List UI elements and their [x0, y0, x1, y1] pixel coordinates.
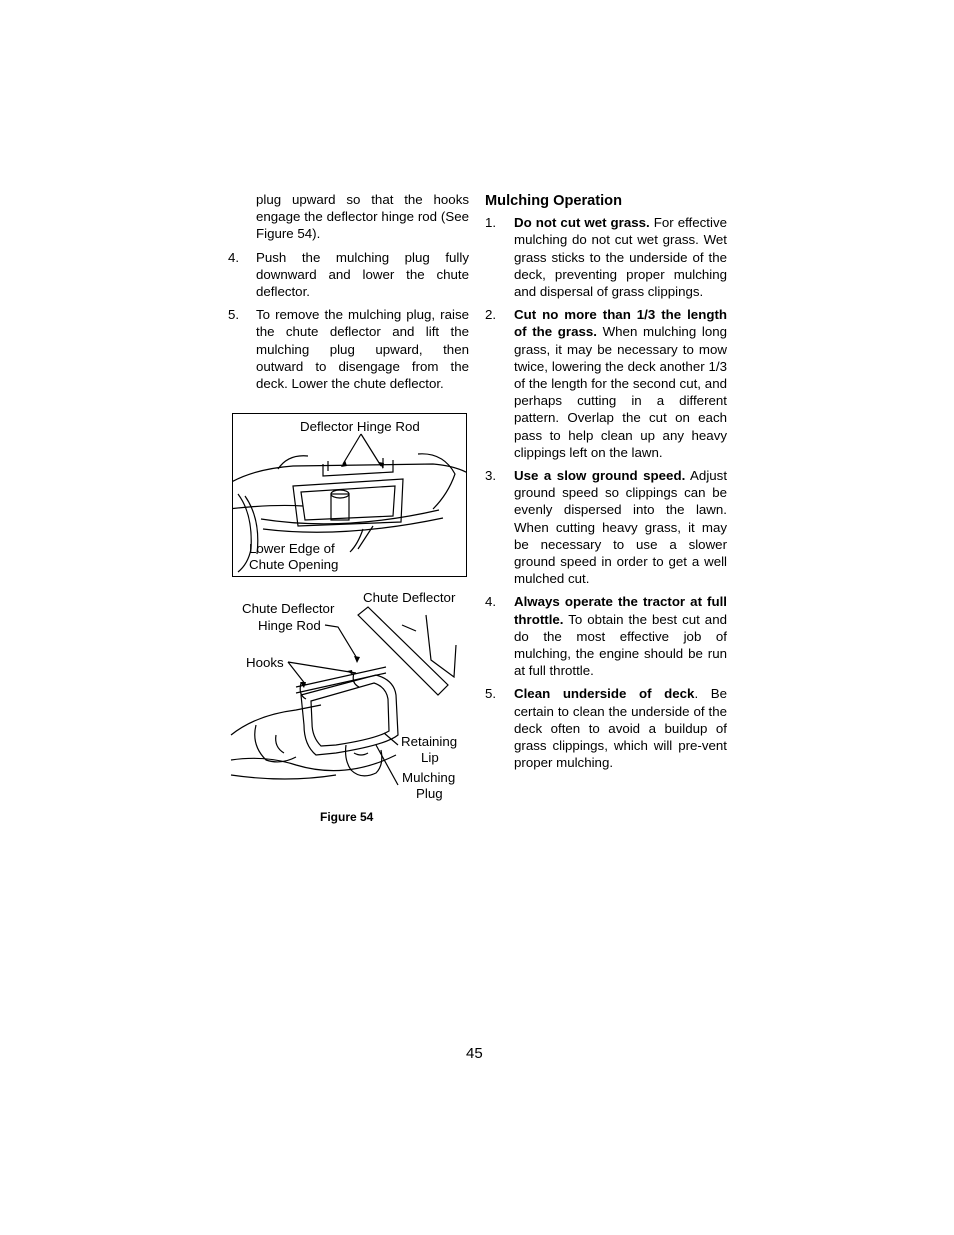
tip-number: 2. — [485, 307, 497, 323]
label-lower-edge-line1: Lower Edge of — [249, 541, 335, 556]
tip-number: 1. — [485, 215, 497, 231]
tip-lead: Cut no more than 1/3 the length of the grass. — [514, 307, 727, 340]
label-retaining-line1: Retaining — [401, 734, 458, 749]
tip-text: . Be certain to clean the underside of the deck often to avoid a buildup of grass clippings, which will pre-vent proper mulching. — [514, 686, 728, 771]
tip-text: Adjust ground speed so clippings can be evenly dispersed into the lawn. When cutting heavy grass, it may be necessary to use a slower ground speed in order to get a well mulched cut. — [514, 468, 728, 587]
tip-lead: Clean underside of deck — [514, 686, 695, 702]
tip-item-4 — [485, 593, 727, 679]
label-mulching-line2: Plug — [416, 786, 443, 801]
tip-number: 4. — [485, 594, 497, 610]
label-retaining-line2: Lip — [421, 750, 439, 765]
step-item-5 — [226, 306, 469, 392]
tip-lead: Use a slow ground speed. — [514, 468, 686, 484]
label-mulching-line1: Mulching — [402, 770, 456, 785]
label-deflector-hinge-rod: Deflector Hinge Rod — [300, 419, 420, 434]
tip-number: 3. — [485, 468, 497, 484]
label-chute-deflector: Chute Deflector — [363, 590, 456, 605]
step-text: To remove the mulching plug, raise the chute deflector and lift the mulching plug upward, then outward to disengage from the deck. Lower the chute deflector. — [256, 307, 469, 392]
label-chute-hinge-line2: Hinge Rod — [258, 618, 321, 633]
figure-caption: Figure 54 — [320, 810, 374, 824]
tip-lead: Always operate the tractor at full throttle. — [514, 594, 727, 627]
tip-text: When mulching long grass, it may be necessary to mow twice, lowering the deck another 1/3 of the length for the second cut, and perhaps cutting in a different pattern. Overlap the cut on each pass to help clean up any heavy clippings left on the lawn. — [514, 324, 727, 460]
tip-text: For effective mulching do not cut wet grass. Wet grass sticks to the underside of the deck, preventing proper mulching and dispersal of grass clippings. — [514, 215, 727, 300]
label-chute-hinge-line1: Chute Deflector — [242, 601, 335, 616]
right-column — [485, 191, 727, 772]
tip-item-1 — [485, 214, 727, 300]
step-text: Push the mulching plug fully downward and lower the chute deflector. — [256, 249, 469, 300]
label-lower-edge-line2: Chute Opening — [249, 557, 339, 572]
left-column — [226, 191, 469, 392]
tip-lead: Do not cut wet grass. — [514, 215, 650, 231]
continuation-paragraph: plug upward so that the hooks engage the deflector hinge rod (See Figure 54). — [256, 192, 469, 242]
page-number: 45 — [466, 1045, 483, 1062]
figure-bottom — [226, 585, 471, 805]
tip-number: 5. — [485, 686, 497, 702]
step-item-4 — [226, 249, 469, 301]
step-number: 5. — [228, 307, 240, 323]
tip-text: To obtain the best cut and do the most effective job of mulching, the engine should be run at full throttle. — [514, 611, 727, 679]
tip-item-3 — [485, 467, 727, 587]
figure-top-box — [232, 413, 467, 577]
section-heading: Mulching Operation — [485, 193, 623, 209]
tip-item-2 — [485, 306, 727, 461]
label-hooks: Hooks — [246, 655, 284, 670]
step-number: 4. — [228, 249, 240, 265]
tip-item-5 — [485, 685, 727, 771]
